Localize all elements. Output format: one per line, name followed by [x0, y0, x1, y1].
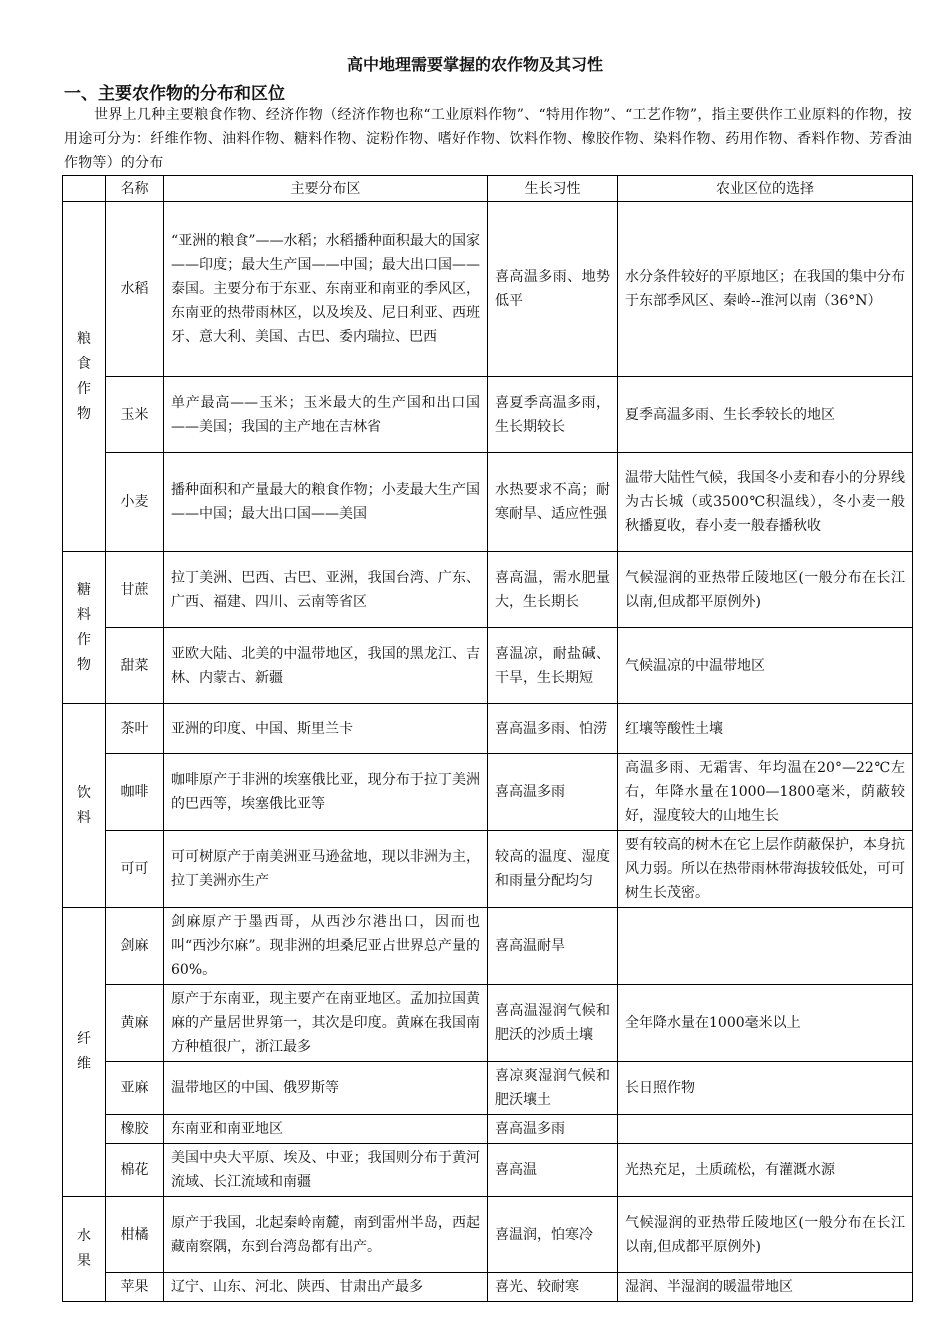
location-cell: 气候温凉的中温带地区	[618, 628, 913, 704]
crop-name: 玉米	[106, 377, 164, 453]
habit-cell: 喜高温湿润气候和肥沃的沙质土壤	[488, 985, 618, 1062]
distribution-cell: 播种面积和产量最大的粮食作物；小麦最大生产国——中国；最大出口国——美国	[164, 453, 488, 552]
category-cell	[63, 202, 106, 552]
table-row	[63, 1115, 913, 1144]
habit-cell: 喜温凉，耐盐碱、干旱，生长期短	[488, 628, 618, 704]
distribution-cell: “亚洲的粮食”——水稻；水稻播种面积最大的国家——印度；最大生产国——中国；最大出口国——泰国。主要分布于东亚、东南亚和南亚的季风区，东南亚的热带雨林区，以及埃及、尼日利亚、西班牙、意大利、美国、古巴、委内瑞拉、巴西	[164, 202, 488, 377]
habit-cell: 较高的温度、湿度和雨量分配均匀	[488, 831, 618, 908]
location-cell: 夏季高温多雨、生长季较长的地区	[618, 377, 913, 453]
crop-name: 小麦	[106, 453, 164, 552]
table-row	[63, 1062, 913, 1115]
habit-cell: 喜高温	[488, 1144, 618, 1197]
header-row	[63, 176, 913, 202]
category-label: 粮食作物	[77, 330, 91, 422]
table-row	[63, 377, 913, 453]
crop-name: 柑橘	[106, 1197, 164, 1273]
crop-name: 甜菜	[106, 628, 164, 704]
intro-paragraph: 世界上几种主要粮食作物、经济作物（经济作物也称“工业原料作物”、“特用作物”、“工艺作物”，指主要供作工业原料的作物，按用途可分为：纤维作物、油料作物、糖料作物、淀粉作物、嗜好作物、饮料作物、橡胶作物、染料作物、药用作物、香料作物、芳香油作物等）的分布	[64, 107, 912, 171]
table-row	[63, 754, 913, 831]
habit-cell: 喜凉爽湿润气候和肥沃壤土	[488, 1062, 618, 1115]
crop-name: 咖啡	[106, 754, 164, 831]
crop-name: 剑麻	[106, 908, 164, 985]
location-cell: 要有较高的树木在它上层作荫蔽保护，本身抗风力弱。所以在热带雨林带海拔较低处，可可树生长茂密。	[618, 831, 913, 908]
table-row	[63, 831, 913, 908]
category-label: 纤维	[77, 1031, 91, 1072]
distribution-cell: 原产于东南亚，现主要产在南亚地区。孟加拉国黄麻的产量居世界第一，其次是印度。黄麻在我国南方种植很广，浙江最多	[164, 985, 488, 1062]
crop-name: 水稻	[106, 202, 164, 377]
crop-name: 橡胶	[106, 1115, 164, 1144]
crop-name: 甘蔗	[106, 552, 164, 628]
habit-cell: 喜高温多雨	[488, 1115, 618, 1144]
distribution-cell: 东南亚和南亚地区	[164, 1115, 488, 1144]
table-body	[63, 202, 913, 1302]
table-row	[63, 202, 913, 377]
crop-name: 亚麻	[106, 1062, 164, 1115]
crop-name: 苹果	[106, 1273, 164, 1302]
table-row	[63, 552, 913, 628]
table-header	[63, 176, 913, 202]
habit-cell: 喜夏季高温多雨，生长期较长	[488, 377, 618, 453]
distribution-cell: 原产于我国，北起秦岭南麓，南到雷州半岛，西起藏南察隅，东到台湾岛都有出产。	[164, 1197, 488, 1273]
location-cell	[618, 908, 913, 985]
location-cell: 全年降水量在1000毫米以上	[618, 985, 913, 1062]
category-cell	[63, 908, 106, 1197]
header-habit: 生长习性	[488, 176, 618, 202]
distribution-cell: 辽宁、山东、河北、陕西、甘肃出产最多	[164, 1273, 488, 1302]
location-cell: 光热充足，土质疏松，有灌溉水源	[618, 1144, 913, 1197]
habit-cell: 喜高温多雨、地势低平	[488, 202, 618, 377]
header-distribution: 主要分布区	[164, 176, 488, 202]
location-cell: 长日照作物	[618, 1062, 913, 1115]
habit-cell: 喜高温多雨、怕涝	[488, 704, 618, 754]
location-cell: 气候湿润的亚热带丘陵地区(一般分布在长江以南,但成都平原例外)	[618, 552, 913, 628]
table-row	[63, 1144, 913, 1197]
table-row	[63, 908, 913, 985]
category-label: 饮料	[77, 784, 91, 826]
category-cell	[63, 704, 106, 908]
section-heading: 一、主要农作物的分布和区位	[64, 84, 285, 104]
header-name: 名称	[106, 176, 164, 202]
category-cell	[63, 1197, 106, 1302]
table-row	[63, 704, 913, 754]
habit-cell: 喜高温多雨	[488, 754, 618, 831]
table-row	[63, 453, 913, 552]
location-cell: 湿润、半湿润的暖温带地区	[618, 1273, 913, 1302]
habit-cell: 喜高温，需水肥量大，生长期长	[488, 552, 618, 628]
distribution-cell: 拉丁美洲、巴西、古巴、亚洲，我国台湾、广东、广西、福建、四川、云南等省区	[164, 552, 488, 628]
crop-name: 棉花	[106, 1144, 164, 1197]
location-cell: 水分条件较好的平原地区；在我国的集中分布于东部季风区、秦岭--淮河以南（36°N）	[618, 202, 913, 377]
table-row	[63, 1273, 913, 1302]
category-label: 糖料作物	[77, 581, 91, 673]
distribution-cell: 剑麻原产于墨西哥，从西沙尔港出口，因而也叫“西沙尔麻”。现非洲的坦桑尼亚占世界总产量的60%。	[164, 908, 488, 985]
category-label: 水果	[77, 1228, 91, 1269]
distribution-cell: 亚欧大陆、北美的中温带地区，我国的黑龙江、吉林、内蒙古、新疆	[164, 628, 488, 704]
distribution-cell: 单产最高——玉米；玉米最大的生产国和出口国——美国；我国的主产地在吉林省	[164, 377, 488, 453]
habit-cell: 喜高温耐旱	[488, 908, 618, 985]
habit-cell: 喜光、较耐寒	[488, 1273, 618, 1302]
distribution-cell: 咖啡原产于非洲的埃塞俄比亚，现分布于拉丁美洲的巴西等，埃塞俄比亚等	[164, 754, 488, 831]
table-row	[63, 1197, 913, 1273]
crop-name: 茶叶	[106, 704, 164, 754]
crop-name: 黄麻	[106, 985, 164, 1062]
crop-name: 可可	[106, 831, 164, 908]
distribution-cell: 美国中央大平原、埃及、中亚；我国则分布于黄河流域、长江流域和南疆	[164, 1144, 488, 1197]
location-cell: 红壤等酸性土壤	[618, 704, 913, 754]
location-cell: 高温多雨、无霜害、年均温在20°—22℃左右，年降水量在1000—1800毫米，荫蔽较好，湿度较大的山地生长	[618, 754, 913, 831]
crops-table	[62, 175, 913, 1302]
location-cell: 温带大陆性气候，我国冬小麦和春小的分界线为古长城（或3500℃积温线），冬小麦一般秋播夏收，春小麦一般春播秋收	[618, 453, 913, 552]
header-location: 农业区位的选择	[618, 176, 913, 202]
document-title: 高中地理需要掌握的农作物及其习性	[346, 55, 603, 74]
header-category	[63, 176, 106, 202]
distribution-cell: 亚洲的印度、中国、斯里兰卡	[164, 704, 488, 754]
distribution-cell: 可可树原产于南美洲亚马逊盆地，现以非洲为主，拉丁美洲亦生产	[164, 831, 488, 908]
category-cell	[63, 552, 106, 704]
distribution-cell: 温带地区的中国、俄罗斯等	[164, 1062, 488, 1115]
table-row	[63, 628, 913, 704]
location-cell	[618, 1115, 913, 1144]
habit-cell: 水热要求不高；耐寒耐旱、适应性强	[488, 453, 618, 552]
table-row	[63, 985, 913, 1062]
location-cell: 气候湿润的亚热带丘陵地区(一般分布在长江以南,但成都平原例外)	[618, 1197, 913, 1273]
habit-cell: 喜温润，怕寒冷	[488, 1197, 618, 1273]
